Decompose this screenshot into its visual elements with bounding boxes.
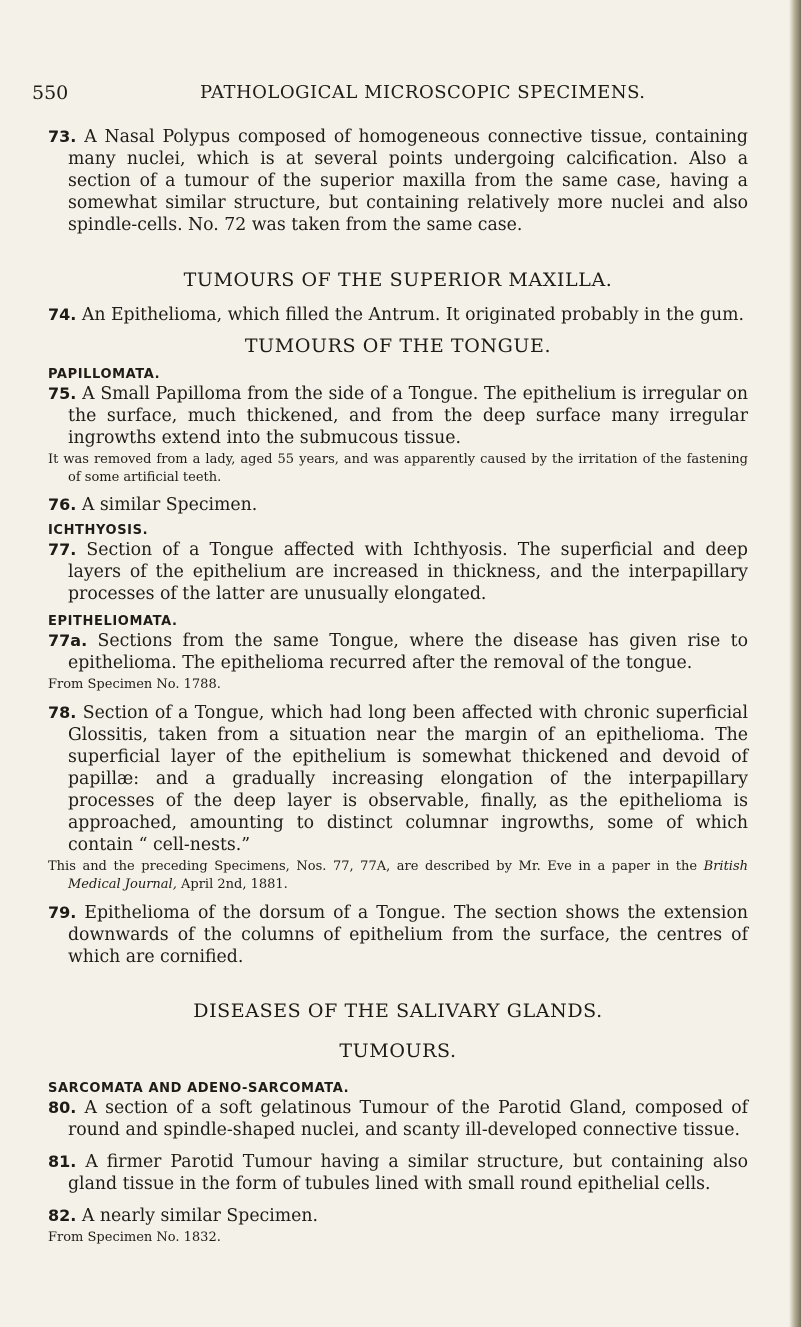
entry-number: 80. xyxy=(48,1098,77,1117)
entry-79 xyxy=(48,902,748,968)
entry-80 xyxy=(48,1097,748,1141)
subheading-epitheliomata: EPITHELIOMATA. xyxy=(48,614,178,629)
entry-text: A Nasal Polypus composed of homogeneous connective tissue, containing many nuclei, which is at several points undergoing calcification. Also a section of a tumour of the superior maxilla from the same case, having a somewhat similar structure, but containing relatively more nuclei and also spindle-cells. No. 72 was taken from the same case. xyxy=(68,127,748,235)
page-edge-shadow xyxy=(789,0,801,1327)
entry-number: 77a. xyxy=(48,631,88,650)
entry-77a-note: From Specimen No. 1788. xyxy=(48,677,221,692)
entry-76 xyxy=(48,494,748,516)
page-header xyxy=(0,82,790,112)
note-date: April 2nd, 1881. xyxy=(180,877,288,892)
entry-number: 78. xyxy=(48,703,77,722)
subheading-ichthyosis: ICHTHYOSIS. xyxy=(48,523,149,538)
entry-number: 77. xyxy=(48,540,77,559)
entry-text: Section of a Tongue, which had long been affected with chronic superficial Glossitis, taken from a situation near the margin of an epithelioma. The superficial layer of the epithelium is somewhat thickened and devoid of papillæ: and a gradually increasing elongation of the interpapillary processes of the deep layer is observable, finally, as the epithelioma is approached, amounting to distinct columnar ingrowths, some of which contain “ cell-nests.” xyxy=(68,703,748,855)
entry-number: 73. xyxy=(48,127,77,146)
subheading-sarcomata: SARCOMATA AND ADENO-SARCOMATA. xyxy=(48,1081,350,1096)
journal-title: British Medical Journal, xyxy=(68,859,748,892)
section-heading-salivary-glands: DISEASES OF THE SALIVARY GLANDS. xyxy=(193,1000,603,1022)
entry-text: A Small Papilloma from the side of a Tongue. The epithelium is irregular on the surface, much thickened, and from the deep surface many irregular ingrowths extend into the submucous tissue. xyxy=(68,384,748,448)
entry-number: 81. xyxy=(48,1152,77,1171)
entry-82-note: From Specimen No. 1832. xyxy=(48,1230,221,1245)
section-heading-superior-maxilla: TUMOURS OF THE SUPERIOR MAXILLA. xyxy=(183,269,613,291)
entry-number: 82. xyxy=(48,1206,77,1225)
section-heading-tumours: TUMOURS. xyxy=(339,1040,457,1062)
page-number: 550 xyxy=(32,82,69,104)
entry-74 xyxy=(48,304,748,326)
entry-78 xyxy=(48,702,748,856)
entry-text: Sections from the same Tongue, where the disease has given rise to epithelioma. The epithelioma recurred after the removal of the tongue. xyxy=(68,631,748,673)
entry-number: 79. xyxy=(48,903,77,922)
page-body xyxy=(48,126,748,1247)
entry-75-note: It was removed from a lady, aged 55 years, and was apparently caused by the irritation of the fastening of some artificial teeth. xyxy=(48,452,748,485)
running-title: PATHOLOGICAL MICROSCOPIC SPECIMENS. xyxy=(200,82,646,103)
entry-number: 74. xyxy=(48,305,77,324)
entry-text: Section of a Tongue affected with Ichthyosis. The superficial and deep layers of the epithelium are increased in thickness, and the interpapillary processes of the latter are unusually elongated. xyxy=(68,540,748,604)
note-text: This and the preceding Specimens, Nos. 77, 77A, are described by Mr. Eve in a paper in the xyxy=(48,859,698,874)
entry-73 xyxy=(48,126,748,236)
entry-82 xyxy=(48,1205,748,1227)
entry-number: 76. xyxy=(48,495,77,514)
subheading-papillomata: PAPILLOMATA. xyxy=(48,367,161,382)
entry-77a xyxy=(48,630,748,674)
section-heading-tongue: TUMOURS OF THE TONGUE. xyxy=(244,335,552,357)
entry-text: A section of a soft gelatinous Tumour of the Parotid Gland, composed of round and spindle-shaped nuclei, and scanty ill-developed connective tissue. xyxy=(68,1098,749,1140)
entry-75 xyxy=(48,383,748,449)
entry-text: Epithelioma of the dorsum of a Tongue. The section shows the extension downwards of the columns of epithelium from the surface, the centres of which are cornified. xyxy=(68,903,748,967)
entry-81 xyxy=(48,1151,748,1195)
entry-77 xyxy=(48,539,748,605)
entry-text: A firmer Parotid Tumour having a similar structure, but containing also gland tissue in the form of tubules lined with small round epithelial cells. xyxy=(68,1152,748,1194)
entry-78-note xyxy=(48,858,748,894)
entry-text: A similar Specimen. xyxy=(81,495,258,515)
entry-text: An Epithelioma, which filled the Antrum. It originated probably in the gum. xyxy=(81,305,744,325)
entry-text: A nearly similar Specimen. xyxy=(81,1206,318,1226)
entry-number: 75. xyxy=(48,384,77,403)
